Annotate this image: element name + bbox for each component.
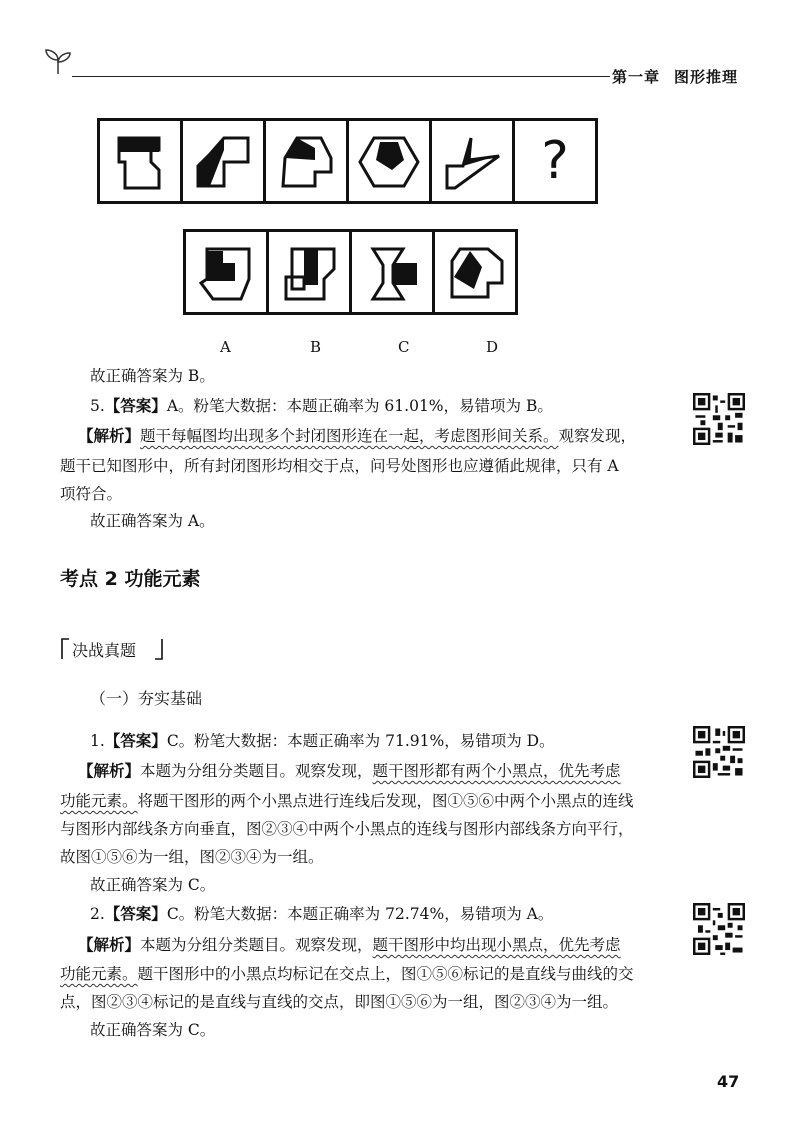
q2-answer-line	[90, 904, 553, 924]
question-mark: ?	[541, 131, 569, 191]
q5-analysis-text-1: 观察发现，	[558, 427, 637, 445]
q1-analysis-line-1	[78, 761, 621, 781]
q2-analysis-tag: 【解析】	[78, 936, 141, 954]
part-heading: （一）夯实基础	[90, 689, 203, 708]
q2-answer-tag: 【答案】	[104, 905, 167, 923]
option-label-b: B	[310, 338, 322, 356]
q1-analysis-line-3: 与图形内部线条方向垂直，图②③④中两个小黑点的连线与图形内部线条方向平行，	[60, 820, 634, 838]
bracket-right-icon	[154, 638, 164, 660]
option-figure-row	[183, 229, 518, 315]
q1-number: 1.	[90, 732, 105, 750]
q1-analysis-tag: 【解析】	[78, 762, 141, 780]
subsection-heading	[60, 636, 180, 666]
q1-analysis-line-2	[60, 791, 634, 811]
q2-number: 2.	[90, 905, 105, 923]
q5-key-point: 题干每幅图均出现多个封闭图形连在一起，考虑图形间关系。	[140, 427, 559, 445]
q1-analysis-text-1: 本题为分组分类题目。观察发现，	[140, 762, 373, 780]
qr-code-icon[interactable]	[693, 393, 745, 445]
q5-answer-line	[90, 396, 553, 416]
q1-answer-stat: C。粉笔大数据：本题正确率为 71.91%，易错项为 D。	[166, 732, 555, 750]
q2-analysis-line-3: 点，图②③④标记的是直线与直线的交点，即图①⑤⑥为一组，图②③④为一组。	[60, 993, 619, 1011]
question-figure-row	[97, 118, 598, 204]
option-label-a: A	[220, 338, 231, 356]
q5-number: 5.	[90, 397, 105, 415]
section-heading: 考点 2 功能元素	[60, 568, 201, 590]
q5-answer-stat: A。粉笔大数据：本题正确率为 61.01%，易错项为 B。	[166, 397, 553, 415]
q1-key-point-2: 功能元素。	[60, 792, 138, 810]
header-rule	[72, 76, 610, 77]
q1-analysis-line-4: 故图①⑤⑥为一组，图②③④为一组。	[60, 848, 324, 866]
figure-cell-1	[97, 118, 183, 204]
option-figure-b	[266, 229, 352, 315]
q2-key-point-2: 功能元素。	[60, 965, 138, 983]
q1-answer-tag: 【答案】	[104, 732, 167, 750]
q5-analysis-line-3: 项符合。	[60, 485, 123, 503]
q2-key-point-1: 题干图形中均出现小黑点，优先考虑	[372, 936, 621, 954]
q2-conclusion: 故正确答案为 C。	[90, 1021, 216, 1039]
bracket-left-icon	[60, 638, 70, 660]
q4-conclusion: 故正确答案为 B。	[90, 367, 215, 385]
running-header	[612, 66, 738, 87]
q1-analysis-text-2: 将题干图形的两个小黑点进行连线后发现，图①⑤⑥中两个小黑点的连线	[137, 792, 634, 810]
option-figure-a	[183, 229, 269, 315]
q2-analysis-line-1	[78, 935, 621, 955]
page-number: 47	[717, 1072, 740, 1091]
option-label-c: C	[398, 338, 410, 356]
q5-conclusion: 故正确答案为 A。	[90, 512, 215, 530]
q5-answer-tag: 【答案】	[104, 397, 167, 415]
subsection-title: 决战真题	[72, 641, 137, 660]
q2-analysis-line-2	[60, 964, 634, 984]
figure-cell-3	[263, 118, 349, 204]
q2-answer-stat: C。粉笔大数据：本题正确率为 72.74%，易错项为 A。	[166, 905, 554, 923]
q1-answer-line	[90, 731, 555, 751]
qr-code-icon[interactable]	[693, 903, 745, 955]
q5-analysis-tag: 【解析】	[78, 427, 141, 445]
option-figure-c	[349, 229, 435, 315]
option-figure-d	[432, 229, 518, 315]
figure-cell-question	[512, 118, 598, 204]
figure-cell-2	[180, 118, 266, 204]
figure-cell-5	[429, 118, 515, 204]
option-label-d: D	[486, 338, 499, 356]
q2-analysis-text-1: 本题为分组分类题目。观察发现，	[140, 936, 373, 954]
sprout-icon	[42, 44, 74, 76]
q1-key-point-1: 题干图形都有两个小黑点，优先考虑	[372, 762, 621, 780]
q5-analysis-line-2: 题干已知图形中，所有封闭图形均相交于点，问号处图形也应遵循此规律，只有 A	[60, 457, 619, 475]
figure-cell-4	[346, 118, 432, 204]
q2-analysis-text-2: 题干图形中的小黑点均标记在交点上，图①⑤⑥标记的是直线与曲线的交	[137, 965, 634, 983]
chapter-title: 图形推理	[674, 68, 739, 86]
qr-code-icon[interactable]	[693, 726, 745, 778]
q1-conclusion: 故正确答案为 C。	[90, 876, 216, 894]
q5-analysis-line-1	[78, 426, 636, 446]
chapter-label: 第一章	[612, 68, 661, 86]
